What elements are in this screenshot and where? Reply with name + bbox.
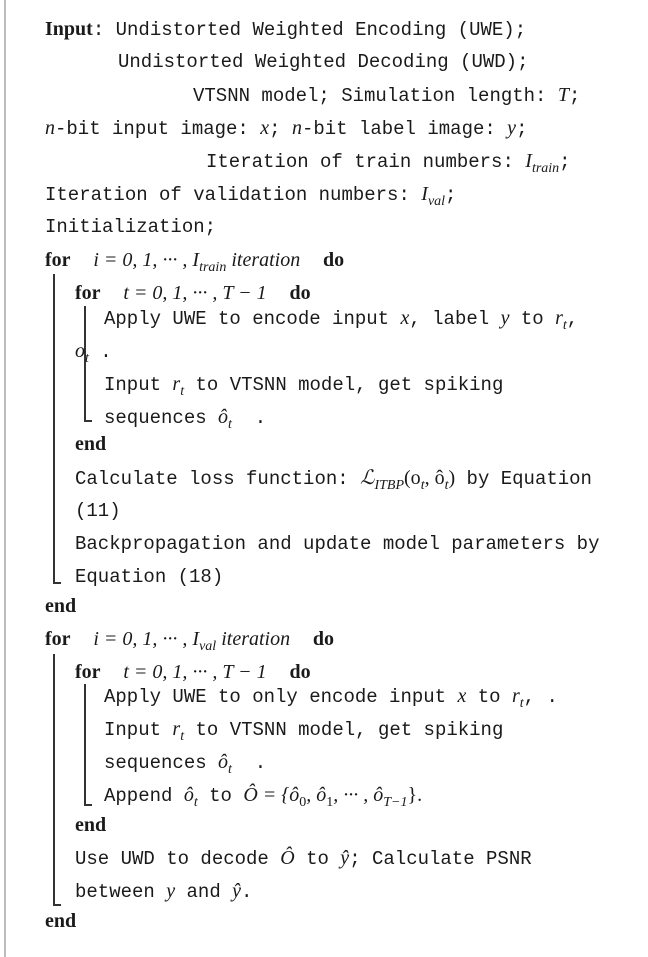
end-loop-t-2: [75, 812, 106, 839]
set-o1: , ô: [306, 784, 327, 806]
apply-only-end: , .: [523, 686, 558, 708]
use-uwd-text: Use UWD to decode: [75, 848, 281, 870]
do-keyword: do: [312, 628, 335, 650]
iter-val-symbol: I: [421, 183, 428, 205]
between-text-2: and: [175, 881, 233, 903]
append-text-2: to: [197, 785, 244, 807]
r-sub: t: [519, 695, 524, 711]
seq-end: .: [243, 407, 267, 429]
end-loop1: [45, 593, 76, 620]
y-symbol: y: [166, 880, 176, 902]
image-line: [45, 115, 527, 142]
loss-sub: ITBP: [374, 477, 405, 493]
o-hat-sub: t: [228, 416, 232, 432]
iter-val-sub: val: [427, 193, 446, 209]
r-symbol: r: [555, 307, 563, 329]
end-keyword: end: [75, 433, 107, 455]
uwd-line: Undistorted Weighted Decoding (UWD);: [118, 51, 529, 73]
sim-length-T: T: [557, 84, 569, 106]
input-rt-text-2: to VTSNN model, get spiking: [184, 719, 504, 741]
loop1-iter: iteration: [226, 249, 301, 271]
loop-t-header-1: [75, 280, 311, 307]
left-frame-border: [4, 0, 6, 957]
loop1-header: [45, 247, 344, 281]
label-image-text: -bit label image:: [301, 118, 508, 140]
r-sub: t: [562, 317, 567, 333]
loss-close: ): [448, 467, 456, 489]
loop1-sub: train: [199, 259, 227, 275]
do-keyword: do: [323, 249, 345, 271]
input-rt-text: Input: [104, 374, 173, 396]
x-symbol: x: [457, 685, 467, 707]
end-keyword: end: [45, 595, 77, 617]
sequences-line-2: [104, 749, 266, 783]
end-loop-t-1: [75, 431, 106, 458]
input-rt-text: Input: [104, 719, 173, 741]
x-symbol: x: [400, 307, 410, 329]
init-line: Initialization;: [45, 216, 217, 238]
for-keyword: for: [45, 249, 71, 271]
o-sub: t: [85, 350, 89, 366]
o-hat-symbol: ô: [218, 406, 229, 428]
end-loop2: [45, 908, 76, 935]
o-hat-sub: t: [193, 794, 198, 810]
sub-T: T−1: [383, 794, 408, 810]
input-rt-line: [104, 371, 503, 405]
y-symbol: y: [507, 117, 517, 139]
apply-end: .: [88, 341, 112, 363]
loop-t-header-2: [75, 659, 311, 686]
y-hat-symbol: ŷ: [232, 880, 242, 902]
input-keyword: Input: [45, 18, 93, 40]
sub-1: 1: [326, 794, 334, 810]
loop1-I: I: [192, 249, 200, 271]
backprop-line: Backpropagation and update model parameters by: [75, 533, 600, 555]
x-symbol: x: [260, 117, 270, 139]
sequences-line: [104, 404, 266, 438]
loop2-cond: i = 0, 1, ··· ,: [93, 628, 193, 650]
o-hat-symbol: ô: [183, 784, 194, 806]
apply-text-2: , label: [409, 308, 501, 330]
loop-t-scope-tick-2: [84, 804, 92, 806]
loop1-cond: i = 0, 1, ··· ,: [93, 249, 193, 271]
r-symbol: r: [172, 718, 181, 740]
r-sub: t: [180, 383, 185, 399]
loop-t-scope-tick-1: [84, 420, 92, 422]
between-line: [75, 878, 252, 905]
apply-uwe-cont: [75, 338, 112, 372]
input-rt-text-2: to VTSNN model, get spiking: [184, 374, 504, 396]
between-text: between: [75, 881, 167, 903]
r-sub: t: [180, 728, 185, 744]
input-line: [45, 16, 526, 43]
input-sep: :: [92, 19, 105, 41]
use-uwd-line: [75, 845, 532, 872]
for-keyword: for: [45, 628, 71, 650]
loop2-iter: iteration: [216, 628, 291, 650]
loop1-scope-tick: [53, 582, 61, 584]
n-symbol: n: [45, 117, 55, 139]
calc-loss-line: [75, 465, 592, 499]
loop2-scope-tick: [53, 904, 61, 906]
apply-text-3: to: [509, 308, 556, 330]
input-image-text: -bit input image:: [55, 118, 261, 140]
do-keyword: do: [289, 282, 311, 304]
use-uwd-text-2: to: [294, 848, 341, 870]
loop-t-cond: t = 0, 1, ··· , T − 1: [123, 661, 267, 683]
set-close: }.: [407, 784, 423, 806]
set-dots: , ··· , ô: [333, 784, 384, 806]
between-end: .: [241, 881, 253, 903]
iter-train-end: ;: [559, 151, 571, 173]
loss-args-2: , ô: [424, 467, 445, 489]
r-symbol: r: [511, 685, 520, 707]
o-hat-symbol: ô: [218, 751, 229, 773]
iter-train-line: [206, 148, 571, 182]
iter-train-symbol: I: [525, 150, 532, 172]
apply-only-text: Apply UWE to only encode input: [104, 686, 458, 708]
loss-args-2-sub: t: [444, 477, 449, 493]
loop2-sub: val: [199, 638, 217, 654]
append-line: [104, 782, 422, 816]
end-keyword: end: [75, 814, 107, 836]
loop1-scope-bar: [53, 274, 55, 584]
o-symbol: o: [75, 340, 85, 362]
o-hat-sub: t: [228, 761, 232, 777]
loop2-I: I: [192, 628, 200, 650]
loop-t-cond: t = 0, 1, ··· , T − 1: [123, 282, 267, 304]
calc-loss-text-2: by Equation: [455, 468, 592, 490]
n-symbol-2: n: [291, 117, 302, 139]
use-uwd-text-3: ; Calculate PSNR: [349, 848, 532, 870]
eq11-line: (11): [75, 500, 121, 522]
sub-0: 0: [299, 794, 307, 810]
apply-uwe-line: [104, 305, 578, 339]
uwe-text: Undistorted Weighted Encoding (UWE);: [115, 19, 527, 41]
iter-val-label: Iteration of validation numbers:: [45, 184, 422, 206]
iter-train-sub: train: [531, 160, 560, 176]
y-hat-symbol: ŷ: [340, 847, 350, 869]
loss-symbol: ℒ: [360, 467, 375, 489]
r-symbol: r: [172, 373, 181, 395]
iter-train-label: Iteration of train numbers:: [206, 151, 526, 173]
model-text: VTSNN model; Simulation length:: [193, 85, 558, 107]
y-symbol: y: [500, 307, 510, 329]
model-line: [193, 82, 580, 109]
loop-t-scope-bar-2: [84, 684, 86, 806]
seq-end: .: [243, 752, 267, 774]
O-hat-symbol: Ô: [280, 847, 295, 869]
loop2-header: [45, 626, 334, 660]
apply-text: Apply UWE to encode input: [104, 308, 401, 330]
loop2-scope-bar: [53, 654, 55, 906]
for-keyword: for: [75, 282, 101, 304]
sequences-text: sequences: [104, 752, 219, 774]
do-keyword: do: [289, 661, 311, 683]
loss-args: (o: [404, 467, 421, 489]
eq18-line: Equation (18): [75, 566, 224, 588]
for-keyword: for: [75, 661, 101, 683]
model-end: ;: [568, 85, 581, 107]
apply-only-line: [104, 683, 558, 717]
input-rt-line-2: [104, 716, 503, 750]
calc-loss-text: Calculate loss function:: [75, 468, 361, 490]
append-text: Append: [104, 785, 184, 807]
iter-val-line: [45, 181, 456, 215]
set-O-hat: Ô = {ô: [243, 784, 300, 806]
image-end: ;: [516, 118, 528, 140]
sequences-text: sequences: [104, 407, 219, 429]
loss-args-sub: t: [420, 477, 425, 493]
end-keyword: end: [45, 910, 77, 932]
iter-val-end: ;: [445, 184, 457, 206]
apply-only-text-2: to: [466, 686, 512, 708]
sep: ;: [269, 118, 292, 140]
comma: ,: [566, 308, 579, 330]
